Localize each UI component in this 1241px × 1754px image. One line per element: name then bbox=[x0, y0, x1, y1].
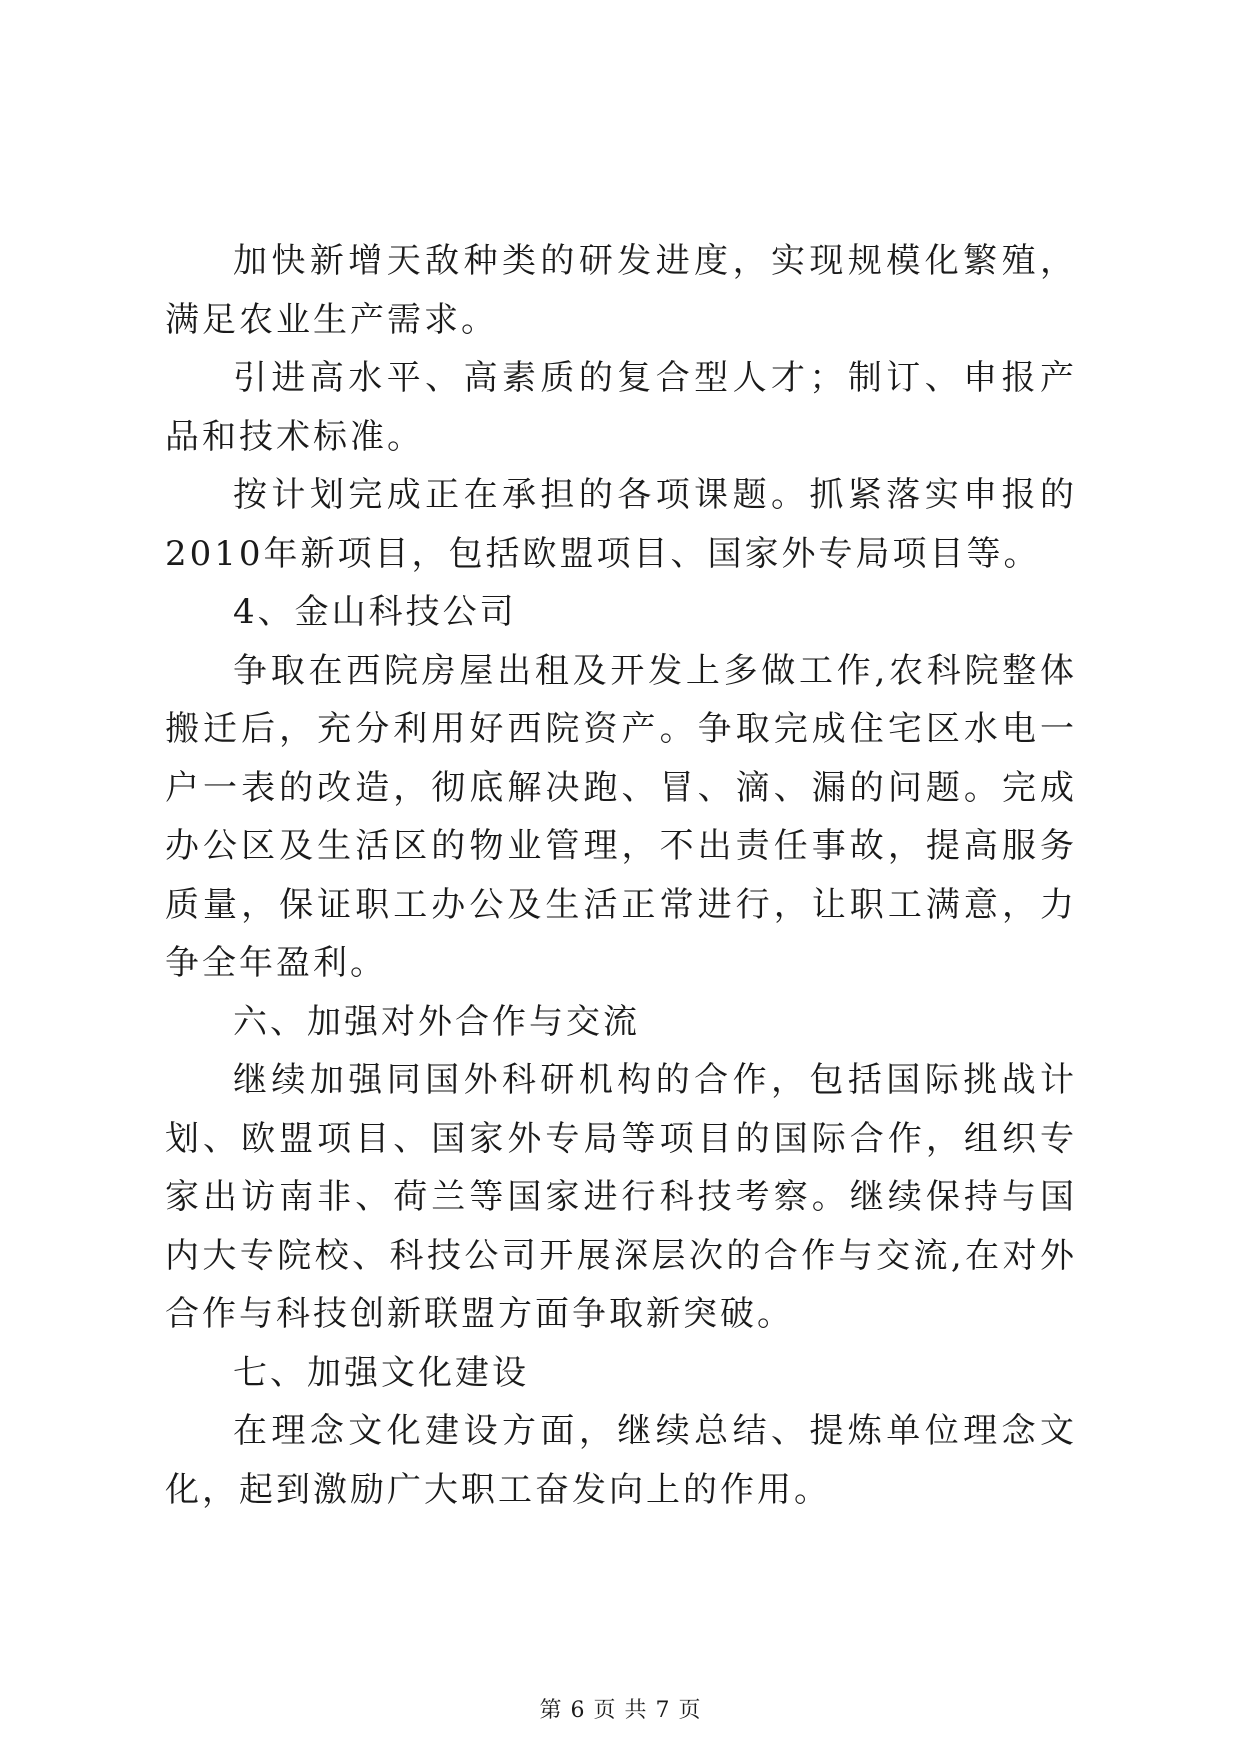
section-heading-cooperation: 六、加强对外合作与交流 bbox=[233, 1001, 640, 1042]
section-heading-jinshan: 4、金山科技公司 bbox=[233, 592, 517, 632]
paragraph-7: 继续加强同国外科研机构的合作，包括国际挑战计划、欧盟项目、国家外专局等项目的国际合作，组织专家出访南非、荷兰等国家进行科技考察。继续保持与国内大专院校、科技公司开展深层次的合作与交流,在对外合作与科技创新联盟方面争取新突破。 bbox=[165, 1060, 1077, 1334]
paragraph-3: 按计划完成正在承担的各项课题。抓紧落实申报的2010年新项目，包括欧盟项目、国家外专局项目等。 bbox=[165, 475, 1077, 574]
paragraph-2: 引进高水平、高素质的复合型人才；制订、申报产品和技术标准。 bbox=[165, 358, 1077, 457]
paragraph-9: 在理念文化建设方面，继续总结、提炼单位理念文化，起到激励广大职工奋发向上的作用。 bbox=[165, 1411, 1077, 1510]
paragraph-1: 加快新增天敌种类的研发进度，实现规模化繁殖，满足农业生产需求。 bbox=[165, 241, 1077, 340]
paragraph-5: 争取在西院房屋出租及开发上多做工作,农科院整体搬迁后，充分利用好西院资产。争取完成住宅区水电一户一表的改造，彻底解决跑、冒、滴、漏的问题。完成办公区及生活区的物业管理，不出责任事故，提高服务质量，保证职工办公及生活正常进行，让职工满意，力争全年盈利。 bbox=[165, 650, 1077, 983]
document-body bbox=[165, 232, 1077, 1519]
section-heading-culture: 七、加强文化建设 bbox=[233, 1352, 529, 1393]
page-number-footer: 第 6 页 共 7 页 bbox=[539, 1698, 702, 1723]
